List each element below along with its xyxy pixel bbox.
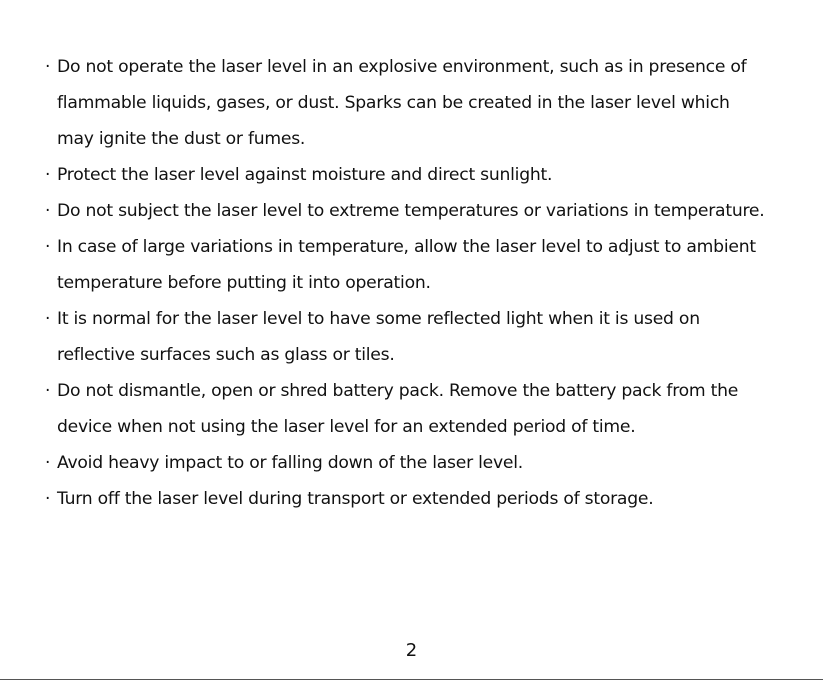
safety-item-line: Turn off the laser level during transport or extended periods of storage. [57,489,654,509]
safety-item-line: temperature before putting it into operation. [57,273,431,293]
safety-item-line: device when not using the laser level for an extended period of time. [57,417,636,437]
safety-item-line: flammable liquids, gases, or dust. Sparks can be created in the laser level which [57,93,730,113]
bullet-dot: · [45,381,51,401]
safety-item-line: In case of large variations in temperature, allow the laser level to adjust to ambient [57,237,756,257]
safety-item [44,373,784,445]
safety-item-line: may ignite the dust or fumes. [57,129,306,149]
bullet-dot: · [45,201,51,221]
safety-item-line: It is normal for the laser level to have some reflected light when it is used on [57,309,700,329]
safety-item-line: reflective surfaces such as glass or tiles. [57,345,395,365]
safety-item-line: Avoid heavy impact to or falling down of the laser level. [57,453,523,473]
safety-item [44,481,784,517]
safety-item [44,229,784,301]
bullet-dot: · [45,309,51,329]
page-number: 2 [405,640,418,661]
safety-item-line: Do not operate the laser level in an explosive environment, such as in presence of [57,57,747,77]
safety-item-line: Do not subject the laser level to extreme temperatures or variations in temperature. [57,201,765,221]
safety-item [44,157,784,193]
safety-item [44,445,784,481]
bullet-dot: · [45,237,51,257]
safety-item [44,301,784,373]
bullet-dot: · [45,57,51,77]
bullet-dot: · [45,165,51,185]
safety-instructions-list [44,49,784,517]
safety-item [44,193,784,229]
safety-item-line: Do not dismantle, open or shred battery pack. Remove the battery pack from the [57,381,739,401]
bullet-dot: · [45,489,51,509]
safety-item [44,49,784,157]
safety-item-line: Protect the laser level against moisture and direct sunlight. [57,165,553,185]
bullet-dot: · [45,453,51,473]
bottom-divider [0,679,823,680]
